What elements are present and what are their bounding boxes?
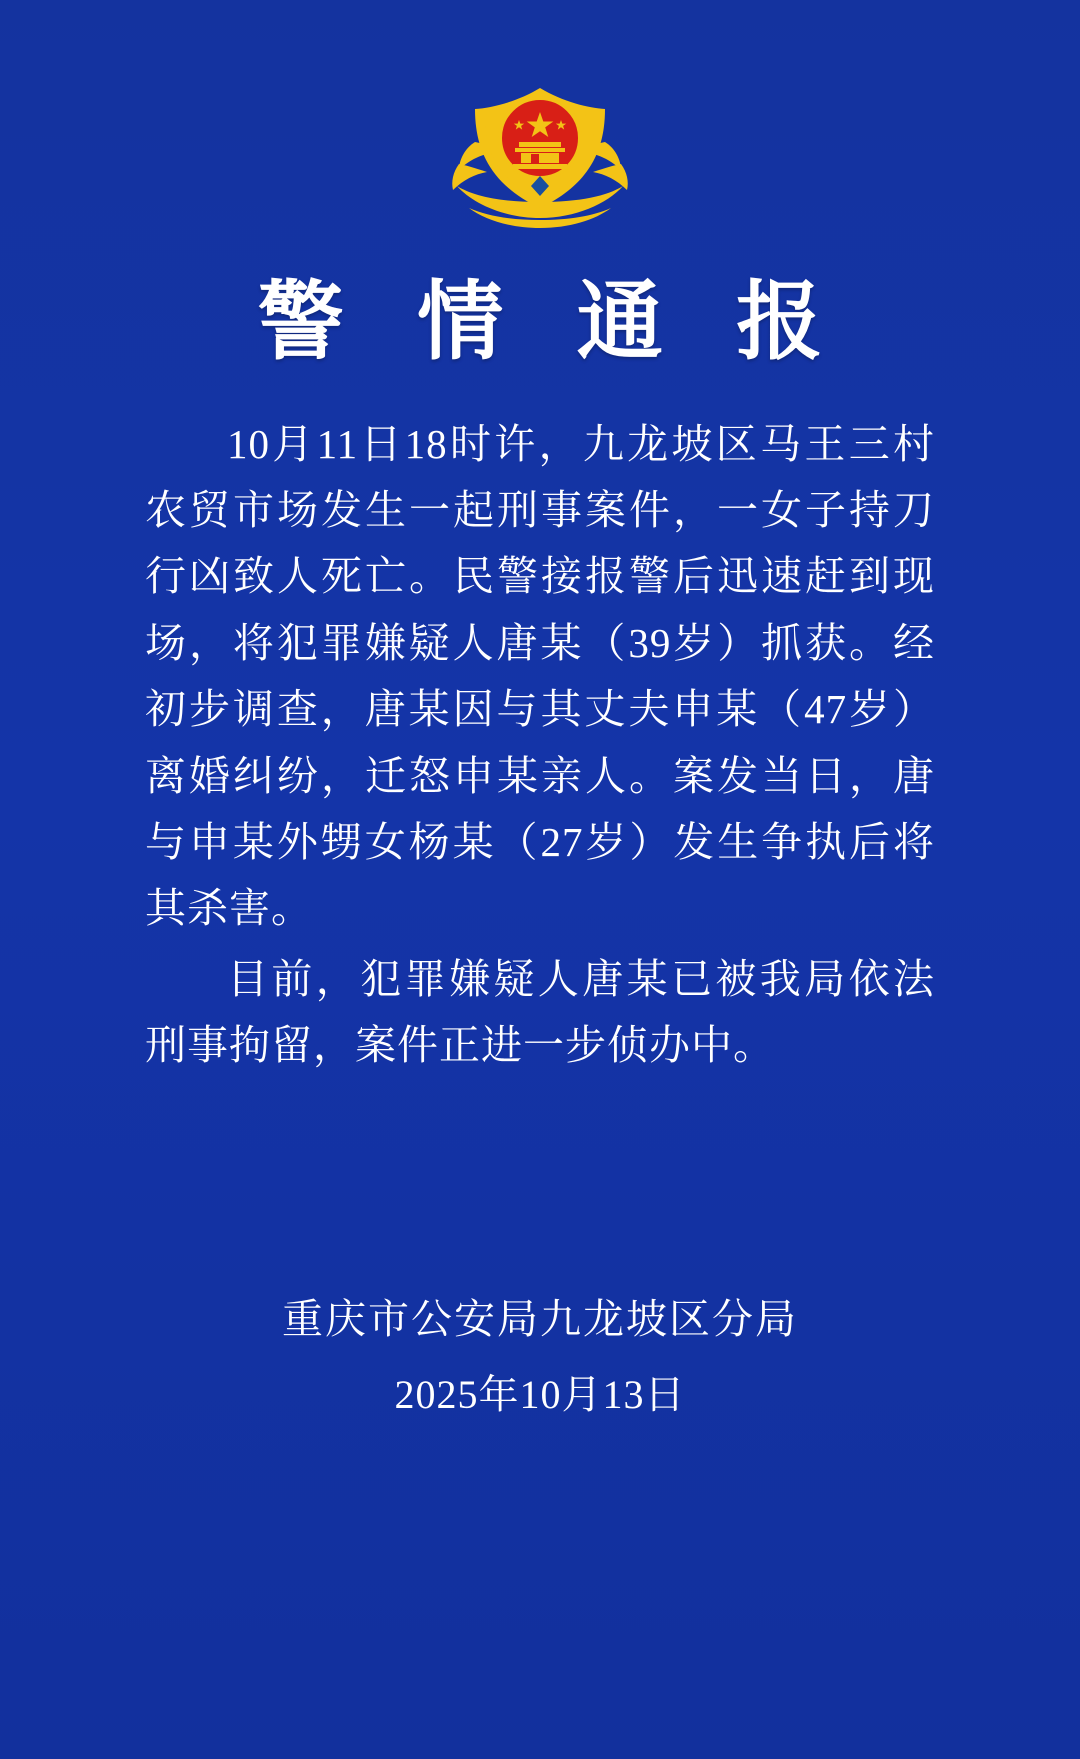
notice-body xyxy=(145,411,935,1079)
police-emblem-icon xyxy=(445,68,635,243)
notice-footer xyxy=(0,1285,1080,1429)
emblem-container xyxy=(0,0,1080,243)
issue-date: 2025年10月13日 xyxy=(394,1372,686,1417)
issuing-organization: 重庆市公安局九龙坡区分局 xyxy=(282,1296,798,1343)
page-title: 警 情 通 报 xyxy=(257,274,849,370)
notice-paragraph-1: 10月11日18时许，九龙坡区马王三村农贸市场发生一起刑事案件，一女子持刀行凶致人死亡。民警接报警后迅速赶到现场，将犯罪嫌疑人唐某（39岁）抓获。经初步调查，唐某因与其丈夫申某（47岁）离婚纠纷，迁怒申某亲人。案发当日，唐与申某外甥女杨某（27岁）发生争执后将其杀害。 xyxy=(145,420,935,932)
notice-paragraph-2: 目前，犯罪嫌疑人唐某已被我局依法刑事拘留，案件正进一步侦办中。 xyxy=(145,955,935,1069)
